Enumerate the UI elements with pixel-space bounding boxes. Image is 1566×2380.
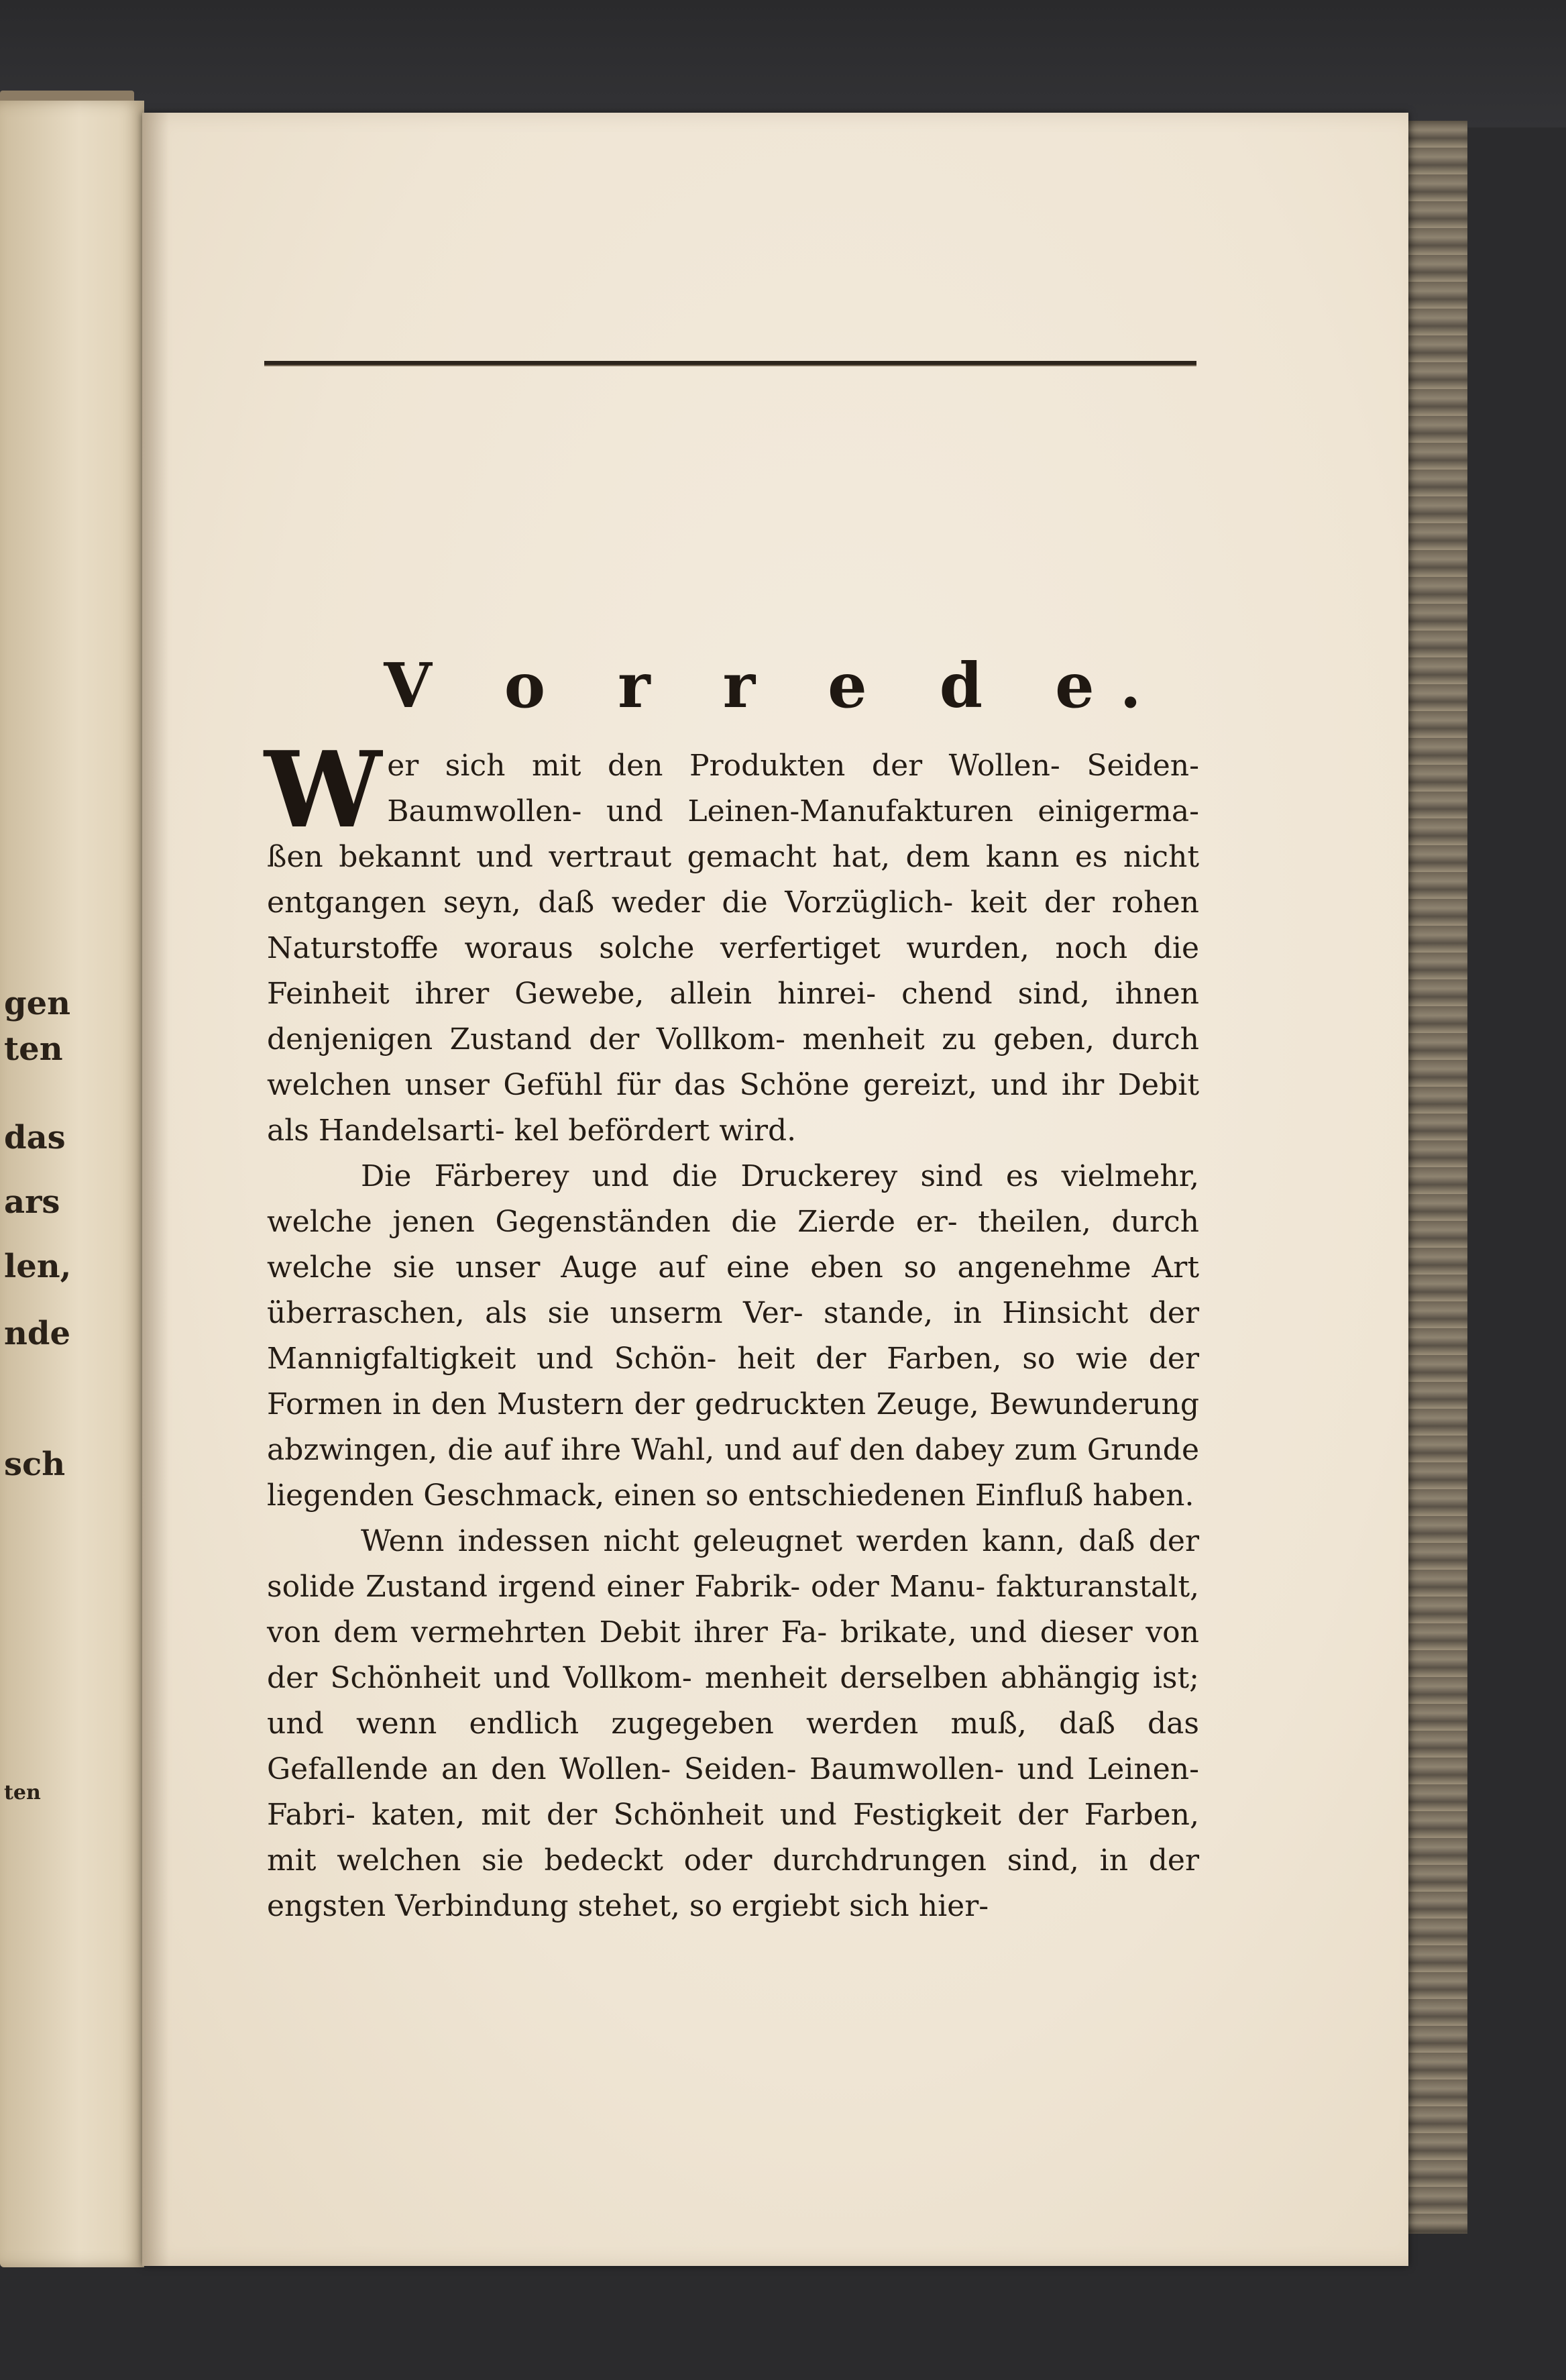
gutter-shadow [142, 113, 169, 2266]
book-page [142, 113, 1408, 2266]
header-rule [264, 361, 1196, 366]
paragraph-1-text: er sich mit den Produkten der Wollen- Seiden- Baumwollen- und Leinen-Manufakturen einigerma- ßen bekannt und vertraut gemacht hat, dem kann es nicht entgangen seyn, daß weder die Vorzüglich- keit der rohen Naturstoffe woraus solche verfertiget wurden, noch die Feinheit ihrer Gewebe, allein hinrei- chend sind, ihnen denjenigen Zustand der Vollkom- menheit zu geben, durch welchen unser Gefühl für das Schöne gereizt, und ihr Debit als Handelsarti- kel befördert wird. [267, 749, 1199, 1148]
page-title: V o r r e d e. [384, 649, 1167, 722]
left-page-fragment: ten [4, 1781, 41, 1804]
left-page-fragment: ten [4, 1030, 63, 1068]
paragraph-1 [264, 728, 1199, 1154]
left-page-fragment: gen [4, 985, 70, 1022]
body-text [264, 728, 1199, 1929]
left-page-fragment: das [4, 1119, 66, 1156]
paragraph-2: Die Färberey und die Druckerey sind es vielmehr, welche jenen Gegenständen die Zierde er- theilen, durch welche sie unser Auge auf eine eben so angenehme Art überraschen, als sie unserm Ver- stande, in Hinsicht der Mannigfaltigkeit und Schön- heit der Farben, so wie der Formen in den Mustern der gedruckten Zeuge, Bewunderung abzwingen, die auf ihre Wahl, und auf den dabey zum Grunde liegenden Geschmack, einen so entschiedenen Einfluß haben. [267, 1159, 1199, 1513]
left-page [0, 101, 144, 2267]
left-page-fragment: ars [4, 1183, 60, 1221]
left-page-fragment: sch [4, 1446, 66, 1483]
backdrop [0, 0, 1566, 127]
paragraph-3: Wenn indessen nicht geleugnet werden kann, daß der solide Zustand irgend einer Fabrik- oder Manu- fakturanstalt, von dem vermehrten Debit ihrer Fa- brikate, und dieser von der Schönheit und Vollkom- menheit derselben abhängig ist; und wenn endlich zugegeben werden muß, daß das Gefallende an den Wollen- Seiden- Baumwollen- und Leinen-Fabri- katen, mit der Schönheit und Festigkeit der Farben, mit welchen sie bedeckt oder durchdrungen sind, in der engsten Verbindung stehet, so ergiebt sich hier- [267, 1524, 1199, 1923]
left-page-fragment: nde [4, 1315, 70, 1352]
left-page-fragment: len, [4, 1248, 72, 1285]
drop-capital: W [264, 728, 382, 851]
book-spine [1402, 121, 1467, 2234]
